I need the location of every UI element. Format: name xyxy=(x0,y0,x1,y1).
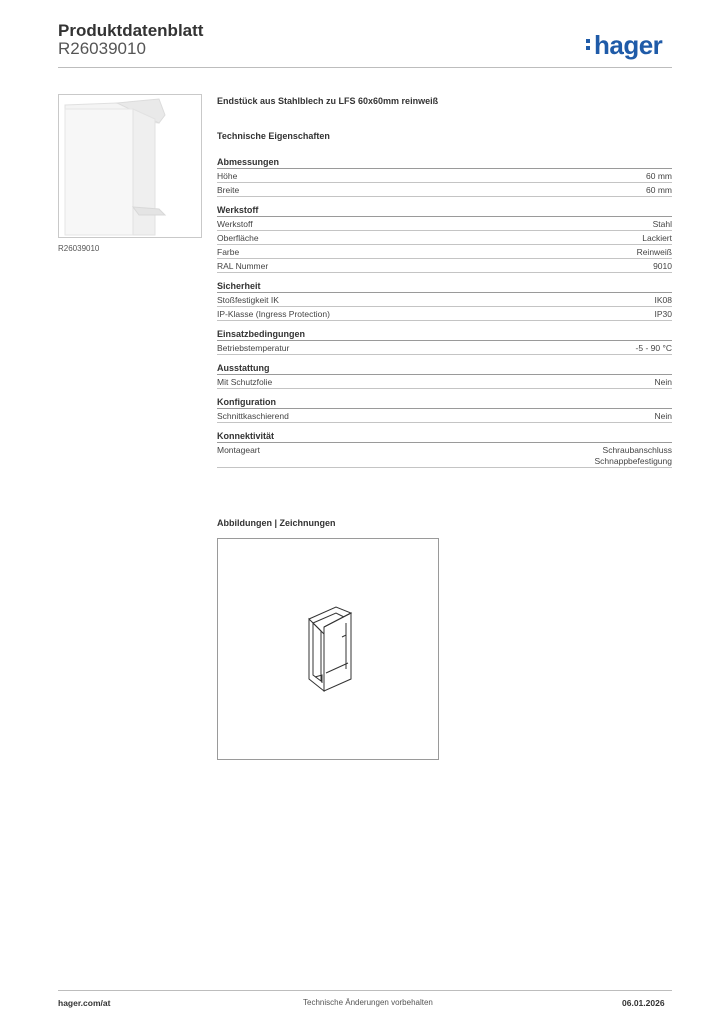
drawing-frame xyxy=(217,538,439,760)
group-title: Ausstattung xyxy=(217,362,672,375)
property-group xyxy=(217,328,672,355)
property-value: 9010 xyxy=(653,261,672,271)
property-value: IP30 xyxy=(654,309,672,319)
property-row xyxy=(217,443,672,468)
property-value: Schraubanschluss Schnappbefestigung xyxy=(594,445,672,466)
property-row xyxy=(217,307,672,321)
group-title: Konnektivität xyxy=(217,430,672,443)
footer-divider xyxy=(58,990,672,991)
footer-note: Technische Änderungen vorbehalten xyxy=(303,998,433,1007)
property-label: Stoßfestigkeit IK xyxy=(217,295,279,305)
property-value: Nein xyxy=(654,377,672,387)
logo-dots-icon xyxy=(586,39,590,53)
technical-drawing-icon xyxy=(218,539,438,759)
property-value: Lackiert xyxy=(642,233,672,243)
thumbnail-caption: R26039010 xyxy=(58,244,100,253)
property-label: Werkstoff xyxy=(217,219,253,229)
property-group xyxy=(217,156,672,197)
property-label: Höhe xyxy=(217,171,238,181)
hager-logo xyxy=(594,30,662,61)
header-divider xyxy=(58,67,672,68)
property-label: Oberfläche xyxy=(217,233,259,243)
footer-website[interactable]: hager.com/at xyxy=(58,998,111,1008)
property-row xyxy=(217,409,672,423)
property-row xyxy=(217,245,672,259)
property-value: Reinweiß xyxy=(636,247,672,257)
product-title: Endstück aus Stahlblech zu LFS 60x60mm reinweiß xyxy=(217,96,439,106)
property-group xyxy=(217,396,672,423)
properties-list xyxy=(217,156,672,475)
drawings-heading: Abbildungen | Zeichnungen xyxy=(217,518,336,528)
group-title: Abmessungen xyxy=(217,156,672,169)
property-group xyxy=(217,204,672,273)
property-row xyxy=(217,293,672,307)
property-value: Nein xyxy=(654,411,672,421)
property-label: Montageart xyxy=(217,445,260,455)
property-value: 60 mm xyxy=(646,185,672,195)
group-title: Sicherheit xyxy=(217,280,672,293)
property-row xyxy=(217,341,672,355)
property-label: Mit Schutzfolie xyxy=(217,377,273,387)
product-image-icon xyxy=(59,95,201,237)
group-title: Werkstoff xyxy=(217,204,672,217)
property-row xyxy=(217,375,672,389)
group-title: Einsatzbedingungen xyxy=(217,328,672,341)
property-value: Stahl xyxy=(652,219,672,229)
property-group xyxy=(217,280,672,321)
property-row xyxy=(217,231,672,245)
property-row xyxy=(217,183,672,197)
article-number: R26039010 xyxy=(58,39,146,58)
property-row xyxy=(217,169,672,183)
property-label: Farbe xyxy=(217,247,240,257)
tech-properties-heading: Technische Eigenschaften xyxy=(217,131,330,141)
footer-date: 06.01.2026 xyxy=(622,998,665,1008)
property-row xyxy=(217,259,672,273)
property-value: IK08 xyxy=(654,295,672,305)
property-label: Schnittkaschierend xyxy=(217,411,289,421)
property-label: Breite xyxy=(217,185,240,195)
group-title: Konfiguration xyxy=(217,396,672,409)
page-title: Produktdatenblatt xyxy=(58,21,204,40)
property-value: 60 mm xyxy=(646,171,672,181)
property-label: Betriebstemperatur xyxy=(217,343,290,353)
property-group xyxy=(217,430,672,468)
logo-text: hager xyxy=(594,30,663,60)
property-row xyxy=(217,217,672,231)
property-value: -5 - 90 °C xyxy=(635,343,672,353)
property-group xyxy=(217,362,672,389)
property-label: RAL Nummer xyxy=(217,261,269,271)
product-thumbnail xyxy=(58,94,202,238)
property-label: IP-Klasse (Ingress Protection) xyxy=(217,309,330,319)
